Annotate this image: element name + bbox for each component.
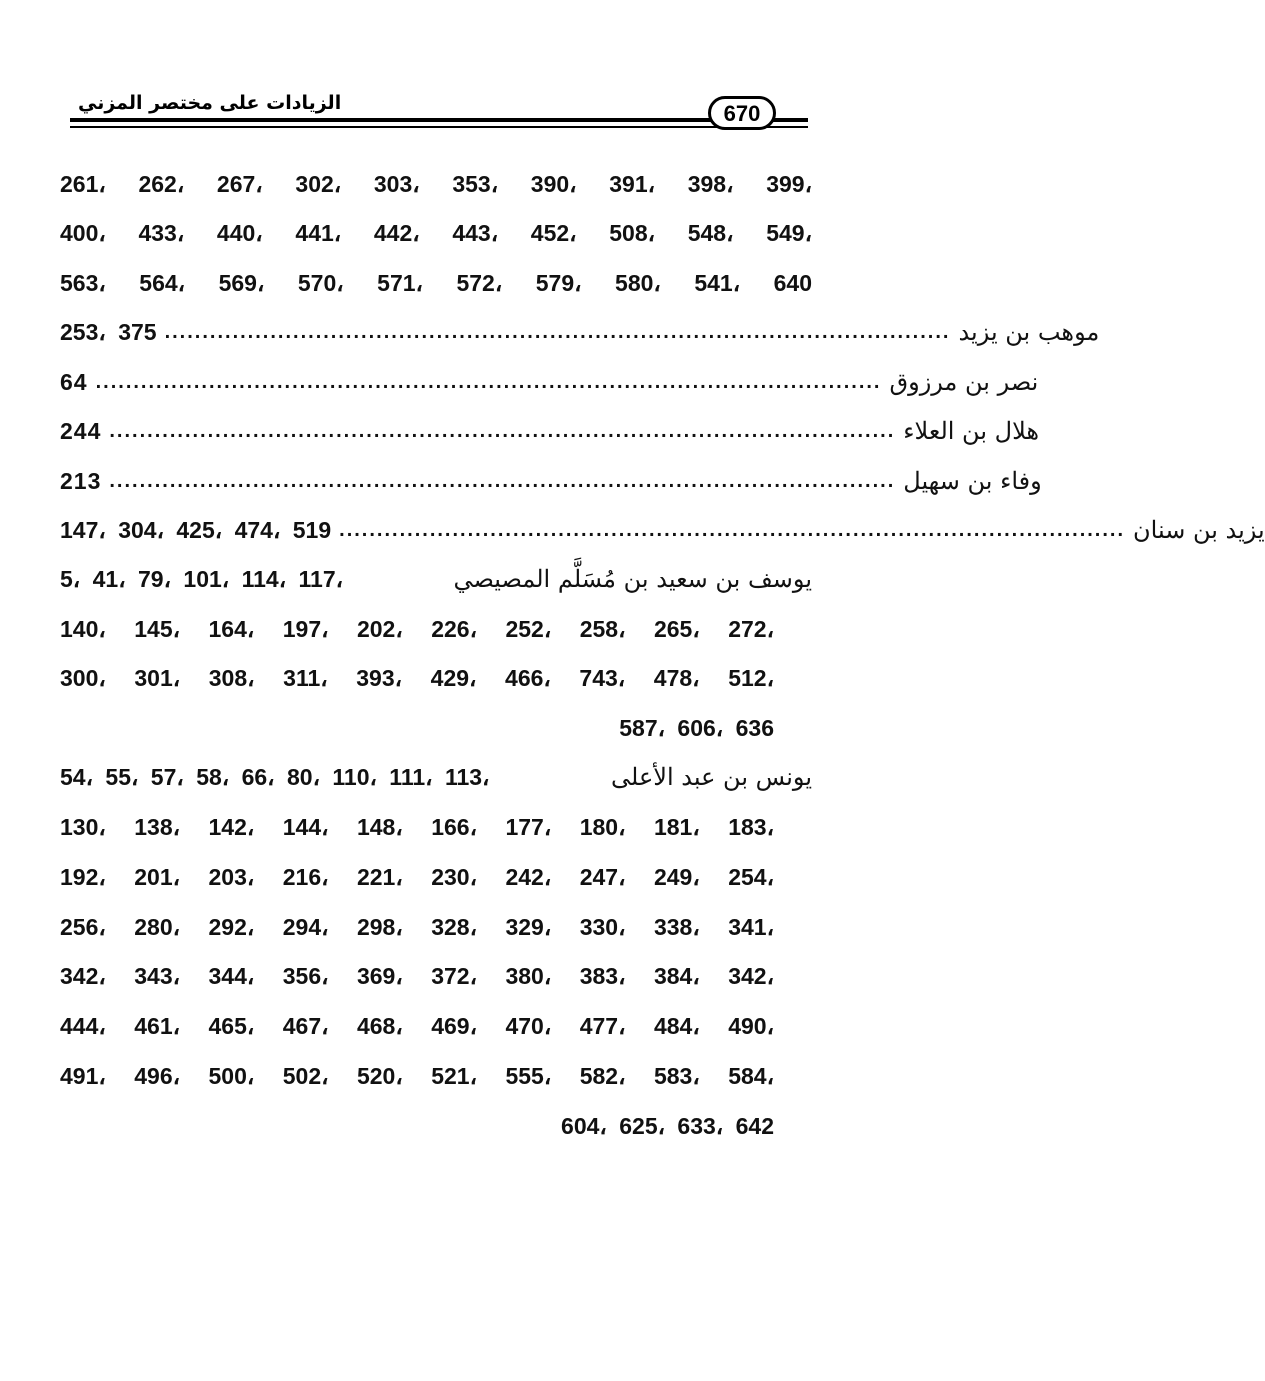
person-name: يوسف بن سعيد بن مُسَلَّم المصيصي — [453, 565, 812, 593]
index-entry — [60, 757, 812, 797]
leader-dots: ........................................................................................................ — [109, 419, 896, 442]
index-line — [60, 213, 812, 253]
index-entry — [60, 510, 1265, 550]
index-line — [60, 164, 812, 204]
person-name: يونس بن عبد الأعلى — [611, 763, 812, 791]
page-refs: 130، 138، 142، 144، 148، 166، 177، 180، 181، 183، — [60, 813, 774, 840]
index-line — [60, 807, 812, 847]
page-refs: 261، 262، 267، 302، 303، 353، 390، 391، 398، 399، — [60, 170, 812, 197]
leader-dots: ........................................................................................................ — [164, 320, 951, 343]
page-number-badge: 670 — [708, 96, 776, 130]
index-entry — [60, 559, 812, 599]
index-entry — [60, 461, 1042, 501]
running-title: الزيادات على مختصر المزني — [78, 92, 342, 114]
page-refs: 192، 201، 203، 216، 221، 230، 242، 247، 249، 254، — [60, 863, 774, 890]
person-name: موهب بن يزيد — [958, 318, 1100, 346]
page-refs: 400، 433، 440، 441، 442، 443، 452، 508، 548، 549، — [60, 219, 812, 246]
index-line — [60, 1056, 812, 1096]
person-name: وفاء بن سهيل — [903, 467, 1042, 495]
header-rule — [70, 118, 808, 122]
page-refs: 563، 564، 569، 570، 571، 572، 579، 580، 541، 640 — [60, 269, 812, 296]
page-refs: 256، 280، 292، 294، 298، 328، 329، 330، 338، 341، — [60, 913, 774, 940]
index-line — [60, 956, 812, 996]
page-refs: 140، 145، 164، 197، 202، 226، 252، 258، 265، 272، — [60, 615, 774, 642]
index-line — [60, 263, 812, 303]
leader-dots: ........................................................................................................ — [95, 370, 882, 393]
header-rule-thin — [70, 126, 808, 128]
index-line — [60, 1006, 812, 1046]
index-entry — [60, 312, 1100, 352]
index-line — [60, 708, 812, 748]
leader-dots: ........................................................................................................ — [339, 518, 1126, 541]
page-refs: 300، 301، 308، 311، 393، 429، 466، 743، 478، 512، — [60, 664, 774, 691]
index-entry — [60, 362, 1039, 402]
page-header — [0, 0, 950, 140]
index-line — [60, 1106, 812, 1146]
page-refs: 244 — [60, 417, 102, 444]
page-refs: 54، 55، 57، 58، 66، 80، 110، 111، 113، — [60, 763, 490, 790]
page-refs: 5، 41، 79، 101، 114، 117، — [60, 565, 344, 592]
index-entry — [60, 411, 1040, 451]
person-name: نصر بن مرزوق — [889, 368, 1039, 396]
page-refs: 491، 496، 500، 502، 520، 521، 555، 582، 583، 584، — [60, 1062, 774, 1089]
index-line — [60, 609, 812, 649]
person-name: يزيد بن سنان — [1133, 516, 1265, 544]
page-refs: 342، 343، 344، 356، 369، 372، 380، 383، 384، 342، — [60, 962, 774, 989]
index-line — [60, 907, 812, 947]
page-refs: 147، 304، 425، 474، 519 — [60, 516, 332, 543]
index-line — [60, 658, 812, 698]
page-refs: 587، 606، 636 — [619, 714, 774, 741]
page-refs: 604، 625، 633، 642 — [561, 1112, 774, 1139]
page-refs: 64 — [60, 368, 88, 395]
page-refs: 253، 375 — [60, 318, 157, 345]
page-refs: 444، 461، 465، 467، 468، 469، 470، 477، 484، 490، — [60, 1012, 774, 1039]
leader-dots: ........................................................................................................ — [109, 469, 896, 492]
index-line — [60, 857, 812, 897]
page-refs: 213 — [60, 467, 102, 494]
person-name: هلال بن العلاء — [903, 417, 1040, 445]
